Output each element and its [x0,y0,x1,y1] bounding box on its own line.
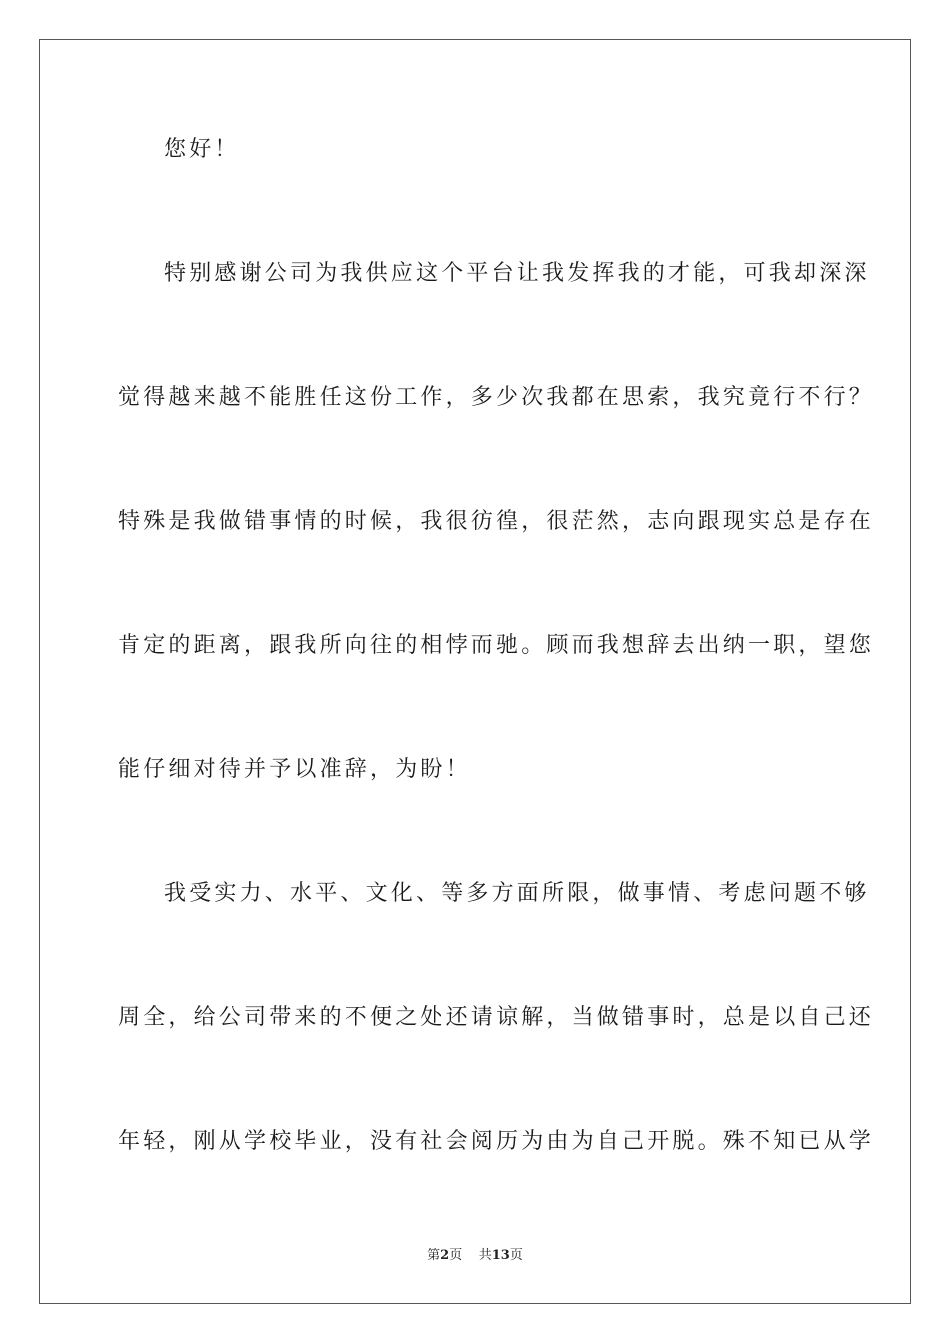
greeting-line: 您好！ [164,137,240,162]
page-unit: 页 [449,1248,463,1263]
body-text-line: 肯定的距离，跟我所向往的相悖而驰。顾而我想辞去出纳一职，望您 [118,633,875,658]
body-text-line: 年轻，刚从学校毕业，没有社会阅历为由为自己开脱。殊不知已从学 [118,1129,875,1154]
page-footer [0,1247,950,1265]
body-text-line: 能仔细对待并予以准辞，为盼！ [118,757,471,782]
body-text-line: 特殊是我做错事情的时候，我很彷徨，很茫然，志向跟现实总是存在 [118,509,875,534]
total-unit: 页 [509,1248,523,1263]
body-text-line: 特别感谢公司为我供应这个平台让我发挥我的才能，可我却深深 [164,261,870,286]
page-total: 13 [491,1248,510,1263]
body-text-line: 我受实力、水平、文化、等多方面所限，做事情、考虑问题不够 [164,881,870,906]
body-text-line: 觉得越来越不能胜任这份工作，多少次我都在思索，我究竟行不行？ [118,385,875,410]
page-prefix: 第 [427,1248,441,1263]
page-border [39,39,911,1304]
body-text-line: 周全，给公司带来的不便之处还请谅解，当做错事时，总是以自己还 [118,1005,875,1030]
total-prefix: 共 [478,1248,492,1263]
page-number: 2 [440,1248,450,1263]
